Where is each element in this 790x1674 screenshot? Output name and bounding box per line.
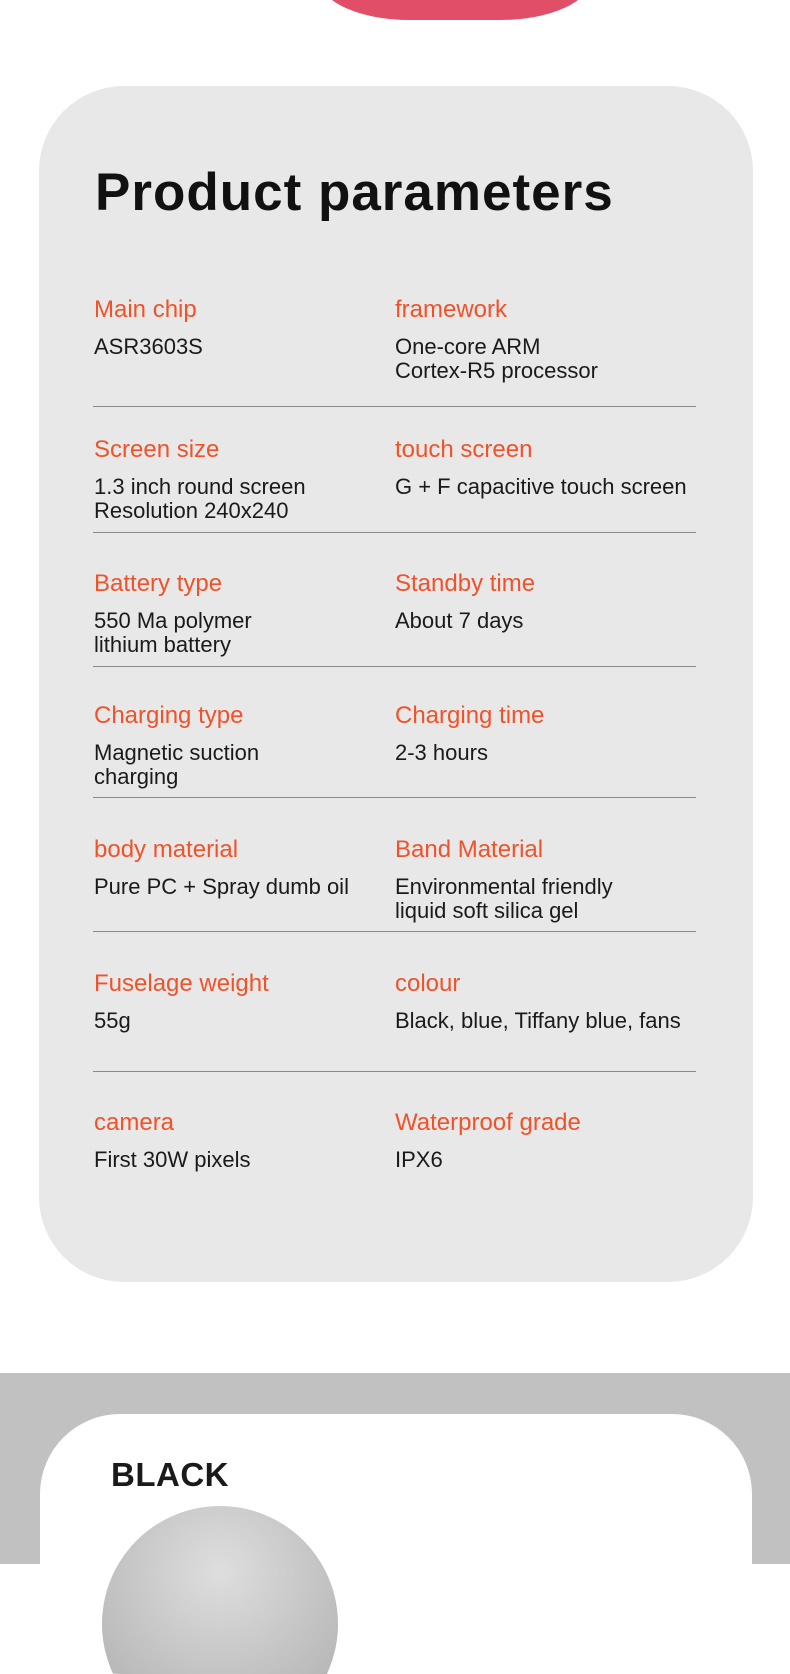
row-divider — [93, 797, 696, 798]
param-cell-camera — [94, 1109, 250, 1172]
param-value: ASR3603S — [94, 334, 203, 359]
top-decorative-shape — [320, 0, 590, 20]
param-value: One-core ARM Cortex-R5 processor — [395, 334, 598, 383]
param-value: 55g — [94, 1008, 131, 1033]
param-cell-colour — [395, 970, 681, 1033]
row-divider — [93, 666, 696, 667]
row-divider — [93, 406, 696, 407]
param-label: Screen size — [94, 436, 220, 463]
param-label: Band Material — [395, 836, 544, 863]
param-label: Main chip — [94, 296, 197, 323]
color-name-heading: BLACK — [111, 1456, 229, 1493]
param-cell-fuselage-weight — [94, 970, 269, 1033]
param-cell-touch-screen — [395, 436, 687, 499]
row-divider — [93, 532, 696, 533]
param-label: Charging time — [395, 702, 545, 729]
param-cell-battery-type — [94, 570, 252, 657]
param-label: Charging type — [94, 702, 244, 729]
param-cell-standby-time — [395, 570, 535, 633]
param-cell-band-material — [395, 836, 613, 923]
param-label: camera — [94, 1109, 175, 1136]
param-cell-charging-type — [94, 702, 259, 789]
param-value: Magnetic suction charging — [94, 740, 260, 789]
param-cell-charging-time — [395, 702, 544, 765]
param-cell-body-material — [94, 836, 349, 899]
color-variant-card — [40, 1414, 752, 1674]
param-label: framework — [395, 296, 508, 323]
watch-image — [102, 1506, 338, 1674]
row-divider — [93, 1071, 696, 1072]
param-value: 1.3 inch round screen Resolution 240x240 — [94, 474, 306, 523]
param-value: Pure PC + Spray dumb oil — [94, 874, 349, 899]
param-label: colour — [395, 970, 461, 997]
param-value: Environmental friendly liquid soft silica gel — [395, 874, 613, 923]
param-cell-waterproof-grade — [395, 1109, 581, 1172]
param-label: Standby time — [395, 570, 536, 597]
param-cell-framework — [395, 296, 598, 383]
param-label: body material — [94, 836, 239, 863]
param-label: Battery type — [94, 570, 223, 597]
row-divider — [93, 931, 696, 932]
param-value: 2-3 hours — [395, 740, 488, 765]
param-value: IPX6 — [395, 1147, 443, 1172]
param-label: touch screen — [395, 436, 533, 463]
param-value: G + F capacitive touch screen — [395, 474, 687, 499]
page-title: Product parameters — [95, 163, 614, 222]
param-label: Waterproof grade — [395, 1109, 581, 1136]
param-value: About 7 days — [395, 608, 524, 633]
param-value: First 30W pixels — [94, 1147, 251, 1172]
param-value: Black, blue, Tiffany blue, fans — [395, 1008, 681, 1033]
param-label: Fuselage weight — [94, 970, 269, 997]
product-parameters-card — [39, 86, 753, 1282]
param-cell-screen-size — [94, 436, 306, 523]
param-value: 550 Ma polymer lithium battery — [94, 608, 252, 657]
param-cell-main-chip — [94, 296, 203, 359]
